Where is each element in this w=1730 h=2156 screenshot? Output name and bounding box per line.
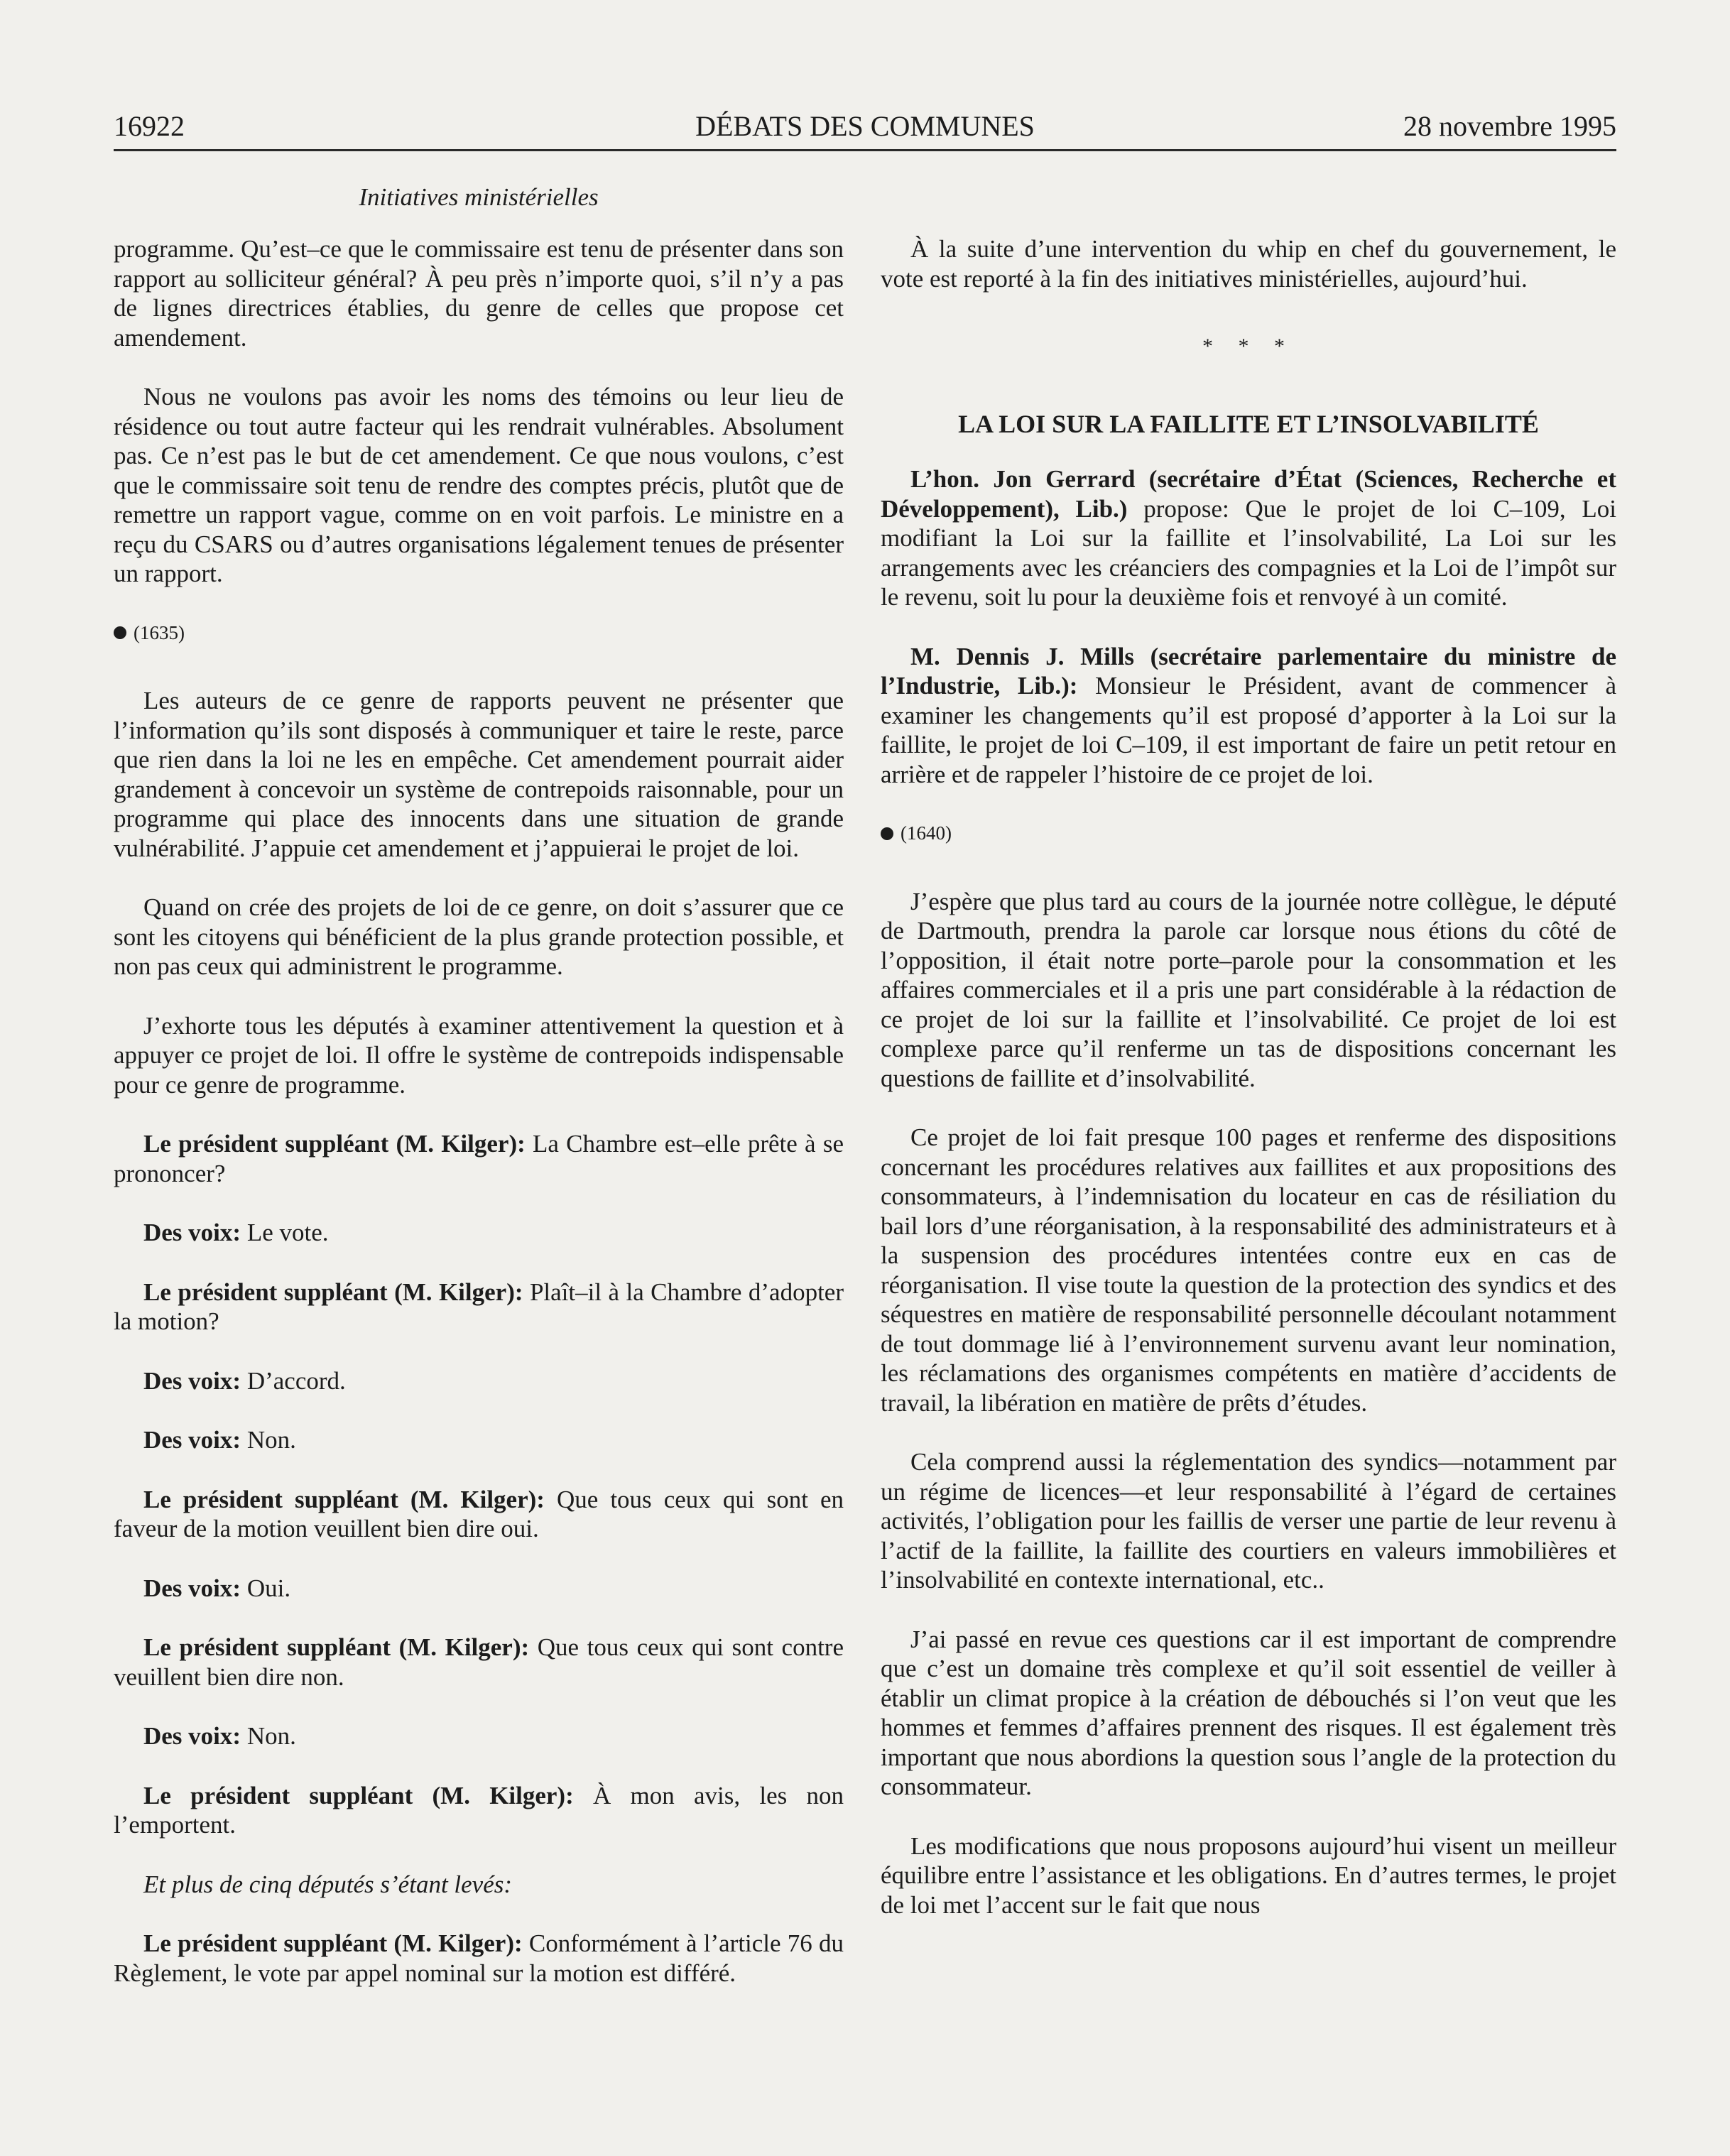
stage-direction: Et plus de cinq députés s’étant levés: [143, 1870, 513, 1898]
speech-text: Que tous ceux qui sont en faveur de la motion veuillent bien dire oui. [114, 1485, 844, 1542]
speech-text: Plaît–il à la Chambre d’adopter la motion? [114, 1278, 844, 1335]
bill-title: LA LOI SUR LA FAILLITE ET L’INSOLVABILITÉ [958, 409, 1539, 438]
speaker: Le président suppléant (M. Kilger): [143, 1485, 545, 1513]
speech [114, 1485, 844, 1544]
speech [114, 1278, 844, 1336]
paragraph: Nous ne voulons pas avoir les noms des témoins ou leur lieu de résidence ou tout autre facteur qui les rendrait vulnérables. Absolument pas. Ce n’est pas le but de cet amendement. Ce que nous voulons, c’est que le commissaire soit tenu de rendre des comptes précis, plutôt que de remettre un rapport vague, comme on en voit parfois. Le ministre en a reçu du CSARS ou d’autres organisations légalement tenues de présenter un rapport. [114, 383, 844, 587]
speaker: Le président suppléant (M. Kilger): [143, 1633, 530, 1661]
header-date: 28 novembre 1995 [1403, 110, 1616, 142]
speech [881, 464, 1616, 612]
bullet-icon [114, 626, 126, 639]
speech [114, 1929, 844, 1988]
speaker: Le président suppléant (M. Kilger): [143, 1781, 574, 1809]
paragraph: J’exhorte tous les députés à examiner attentivement la question et à appuyer ce projet de loi. Il offre le système de contrepoids indispensable pour ce genre de programme. [114, 1011, 844, 1099]
paragraph: Ce projet de loi fait presque 100 pages et renferme des dispositions concernant les procédures relatives aux faillites et aux propositions des consommateurs, à l’indemnisation du locateur en cas de résiliation du bail lors d’une réorganisation, à la responsabilité des administrateurs et à la suspension des procédures intentées contre eux en cas de réorganisation. Il vise toute la question de la protection des syndics et des séquestres en matière de responsabilité personnelle découlant notamment de tout dommage lié à l’environnement survenu avant leur nomination, les réclamations des organismes compétents en matière d’accidents de travail, la libération en matière de prêts d’études. [881, 1123, 1616, 1417]
paragraph: programme. Qu’est–ce que le commissaire est tenu de présenter dans son rapport au solliciteur général? À peu près n’importe quoi, s’il n’y a pas de lignes directrices établies, du genre de celles que propose cet amendement. [114, 235, 844, 352]
paragraph: Les modifications que nous proposons aujourd’hui visent un meilleur équilibre entre l’assistance et les obligations. En d’autres termes, le projet de loi met l’accent sur le fait que nous [881, 1831, 1616, 1919]
speaker: Des voix: [143, 1722, 241, 1750]
time-marker-label: (1635) [134, 621, 185, 643]
paragraph: Les auteurs de ce genre de rapports peuvent ne présenter que l’information qu’ils sont disposés à communiquer et taire le reste, parce que rien dans la loi ne les en empêche. Cet amendement pourrait aider grandement à concevoir un système de contrepoids raisonnable, pour un programme qui place des innocents dans une situation de grande vulnérabilité. J’appuie cet amendement et j’appuierai le projet de loi. [114, 687, 844, 862]
paragraph: Cela comprend aussi la réglementation des syndics—notamment par un régime de licences—et leur responsabilité à l’égard de certaines activités, l’obligation pour les faillis de verser une partie de leur revenu à l’actif de la faillite, la faillite des courtiers en valeurs immobilières et l’insolvabilité en contexte international, etc.. [881, 1448, 1616, 1594]
speaker: M. Dennis J. Mills (secrétaire parlementaire du ministre de l’Industrie, Lib.): [881, 642, 1616, 699]
speech-text: La Chambre est–elle prête à se prononcer? [114, 1130, 844, 1187]
section-heading: Initiatives ministérielles [359, 183, 599, 211]
speech [114, 1781, 844, 1840]
speech [114, 1218, 844, 1248]
page-number: 16922 [114, 110, 185, 142]
left-column [114, 234, 844, 2018]
paragraph: J’ai passé en revue ces questions car il est important de comprendre que c’est un domaine très complexe et qu’il soit essentiel de veiller à établir un climat propice à la création de débouchés si l’on veut que les hommes et femmes d’affaires prennent des risques. Il est également très important que nous abordions la question sous l’angle de la protection du consommateur. [881, 1625, 1616, 1800]
speaker: Des voix: [143, 1366, 241, 1395]
time-marker [881, 819, 1616, 849]
header-rule [114, 149, 1616, 151]
speech-text: Non. [241, 1722, 296, 1750]
paragraph: Quand on crée des projets de loi de ce genre, on doit s’assurer que ce sont les citoyens qui bénéficient de la plus grande protection possible, et non pas ceux qui administrent le programme. [114, 893, 844, 980]
speaker: L’hon. Jon Gerrard (secrétaire d’État (Sciences, Recherche et Développement), Lib.) [881, 465, 1616, 523]
speech [114, 1129, 844, 1188]
speech-text: Non. [241, 1426, 296, 1454]
speech-text: D’accord. [241, 1366, 346, 1395]
speaker: Des voix: [143, 1574, 241, 1602]
speech-text: Monsieur le Président, avant de commencer à examiner les changements qu’il est proposé d’apporter à la Loi sur la faillite, le projet de loi C–109, il est important de faire un petit retour en arrière et de rappeler l’histoire de ce projet de loi. [881, 672, 1617, 788]
speech-text: Conformément à l’article 76 du Règlement, le vote par appel nominal sur la motion est différé. [114, 1929, 844, 1987]
speaker: Des voix: [143, 1219, 241, 1246]
speech [114, 1633, 844, 1692]
time-marker-label: (1640) [901, 822, 952, 844]
speech [114, 1366, 844, 1396]
speech [881, 642, 1616, 790]
speech-text: Que tous ceux qui sont contre veuillent bien dire non. [114, 1633, 844, 1691]
speaker: Le président suppléant (M. Kilger): [143, 1278, 523, 1306]
speaker: Le président suppléant (M. Kilger): [143, 1130, 526, 1158]
section-separator: * * * [1202, 334, 1295, 358]
speech-text: Le vote. [241, 1219, 329, 1246]
bullet-icon [881, 827, 893, 840]
speech-text: Oui. [241, 1574, 291, 1602]
speech-text: propose: Que le projet de loi C–109, Loi modifiant la Loi sur la faillite et l’insolvabilité, La Loi sur les arrangements avec les créanciers des compagnies et la Loi de l’impôt sur le revenu, soit lu pour la deuxième fois et renvoyé à un comité. [881, 494, 1616, 611]
paragraph: À la suite d’une intervention du whip en chef du gouvernement, le vote est reporté à la fin des initiatives ministérielles, aujourd’hui. [881, 235, 1616, 293]
publication-title: DÉBATS DES COMMUNES [695, 110, 1035, 142]
speech [114, 1721, 844, 1751]
speaker: Des voix: [143, 1426, 241, 1454]
time-marker [114, 619, 844, 648]
right-column [881, 234, 1616, 1949]
speech [114, 1574, 844, 1604]
speech [114, 1425, 844, 1455]
paragraph: J’espère que plus tard au cours de la journée notre collègue, le député de Dartmouth, prendra la parole car lorsque nous étions du côté de l’opposition, il était notre porte–parole pour la consommation et les affaires commerciales et il a pris une part considérable à la rédaction de ce projet de loi sur la faillite et l’insolvabilité. Ce projet de loi est complexe parce qu’il renferme un tas de dispositions concernant les questions de faillite et d’insolvabilité. [881, 887, 1616, 1092]
speaker: Le président suppléant (M. Kilger): [143, 1929, 523, 1957]
speech-text: À mon avis, les non l’emportent. [114, 1781, 844, 1839]
